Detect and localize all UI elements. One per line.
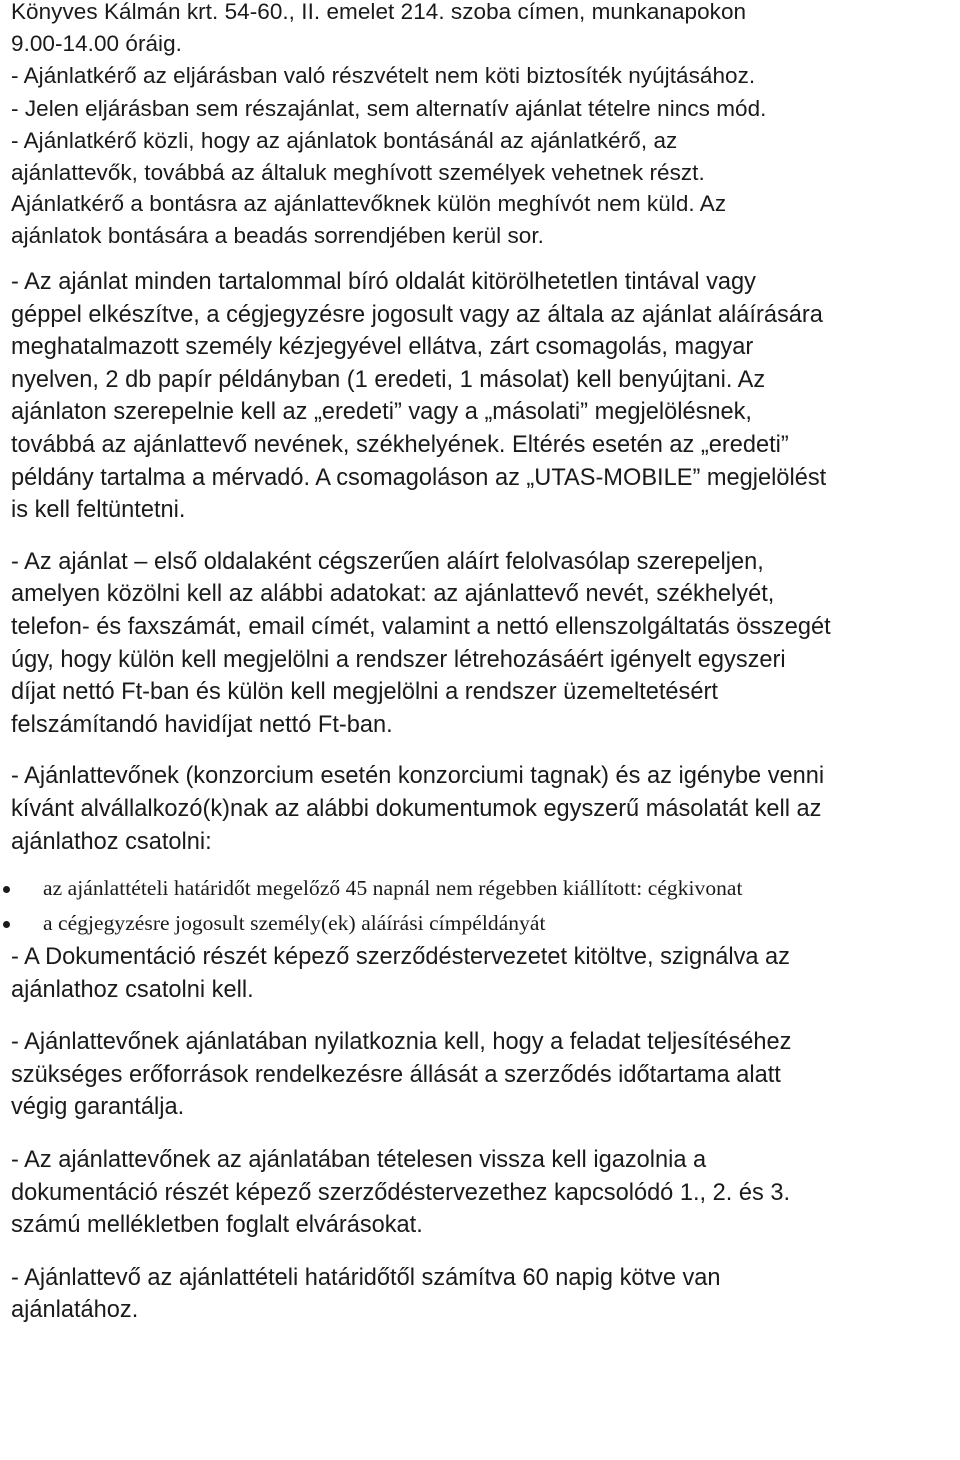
bullet-icon bbox=[3, 886, 10, 893]
bullet-icon bbox=[3, 921, 10, 928]
opening-paragraph: - Ajánlatkérő közli, hogy az ajánlatok bontásánál az ajánlatkérő, az ajánlattevők, továbbá az általuk meghívott személyek vehetnek részt. Ajánlatkérő a bontásra az ajánlattevőknek külön meghívót nem küld. Az ajánlatok bontására a beadás sorrendjében kerül sor. bbox=[11, 128, 727, 248]
annex-paragraph: - Az ajánlattevőnek az ajánlatában tételesen vissza kell igazolnia a dokumentáció részét képező szerződéstervezethez kapcsolódó 1., 2. és 3. számú mellékletben foglalt elvárásokat. bbox=[11, 1147, 791, 1239]
address-paragraph: Könyves Kálmán krt. 54-60., II. emelet 214. szoba címen, munkanapokon 9.00-14.00 óráig. bbox=[11, 0, 747, 56]
attachments-paragraph: - Ajánlattevőnek (konzorcium esetén konzorciumi tagnak) és az igénybe venni kívánt alvállalkozó(k)nak az alábbi dokumentumok egyszerű másolatát kell az ajánlathoz csatolni: bbox=[11, 763, 825, 855]
guarantee-paragraph: - Ajánlatkérő az eljárásban való részvételt nem köti biztosíték nyújtásához. bbox=[11, 63, 756, 88]
document-page bbox=[11, 0, 957, 1327]
reading-sheet-paragraph: - Az ajánlat – első oldalaként cégszerűen aláírt felolvasólap szerepeljen, amelyen közölni kell az alábbi adatokat: az ajánlattevő nevét, székhelyét, telefon- és faxszámát, email címét, valamint a nettó ellenszolgáltatás összegét úgy, hogy külön kell megjelölni a rendszer létrehozásáért igényelt egyszeri díjat nettó Ft-ban és külön kell megjelölni a rendszer üzemeltetésért felszámítandó havidíjat nettó Ft-ban. bbox=[11, 548, 831, 738]
partial-bid-paragraph: - Jelen eljárásban sem részajánlat, sem alternatív ajánlat tételre nincs mód. bbox=[11, 95, 767, 121]
resources-paragraph: - Ajánlattevőnek ajánlatában nyilatkoznia kell, hogy a feladat teljesítéséhez szükséges erőforrások rendelkezésre állását a szerződés időtartama alatt végig garantálja. bbox=[11, 1029, 792, 1121]
submission-paragraph: - Az ajánlat minden tartalommal bíró oldalát kitörölhetetlen tintával vagy géppel elkészítve, a cégjegyzésre jogosult vagy az általa az ajánlat aláírására meghatalmazott személy kézjegyével ellátva, zárt csomagolás, magyar nyelven, 2 db papír példányban (1 eredeti, 1 másolat) kell benyújtani. Az ajánlaton szerepelnie kell az „eredeti” vagy a „másolati” megjelölésnek, továbbá az ajánlattevő nevének, székhelyének. Eltérés esetén az „eredeti” példány tartalma a mérvadó. A csomagoláson az „UTAS-MOBILE” megjelölést is kell feltüntetni. bbox=[11, 269, 827, 524]
contract-draft-paragraph: - A Dokumentáció részét képező szerződéstervezetet kitöltve, szignálva az ajánlathoz csatolni kell. bbox=[11, 944, 790, 1003]
list-item bbox=[11, 871, 957, 906]
list-item-text: az ajánlattételi határidőt megelőző 45 napnál nem régebben kiállított: cégkivonat bbox=[43, 876, 743, 901]
attachment-list bbox=[11, 871, 957, 941]
list-item-text: a cégjegyzésre jogosult személy(ek) aláírási címpéldányát bbox=[43, 911, 546, 936]
list-item bbox=[11, 906, 957, 941]
binding-period-paragraph: - Ajánlattevő az ajánlattételi határidőtől számítva 60 napig kötve van ajánlatához. bbox=[11, 1264, 721, 1324]
